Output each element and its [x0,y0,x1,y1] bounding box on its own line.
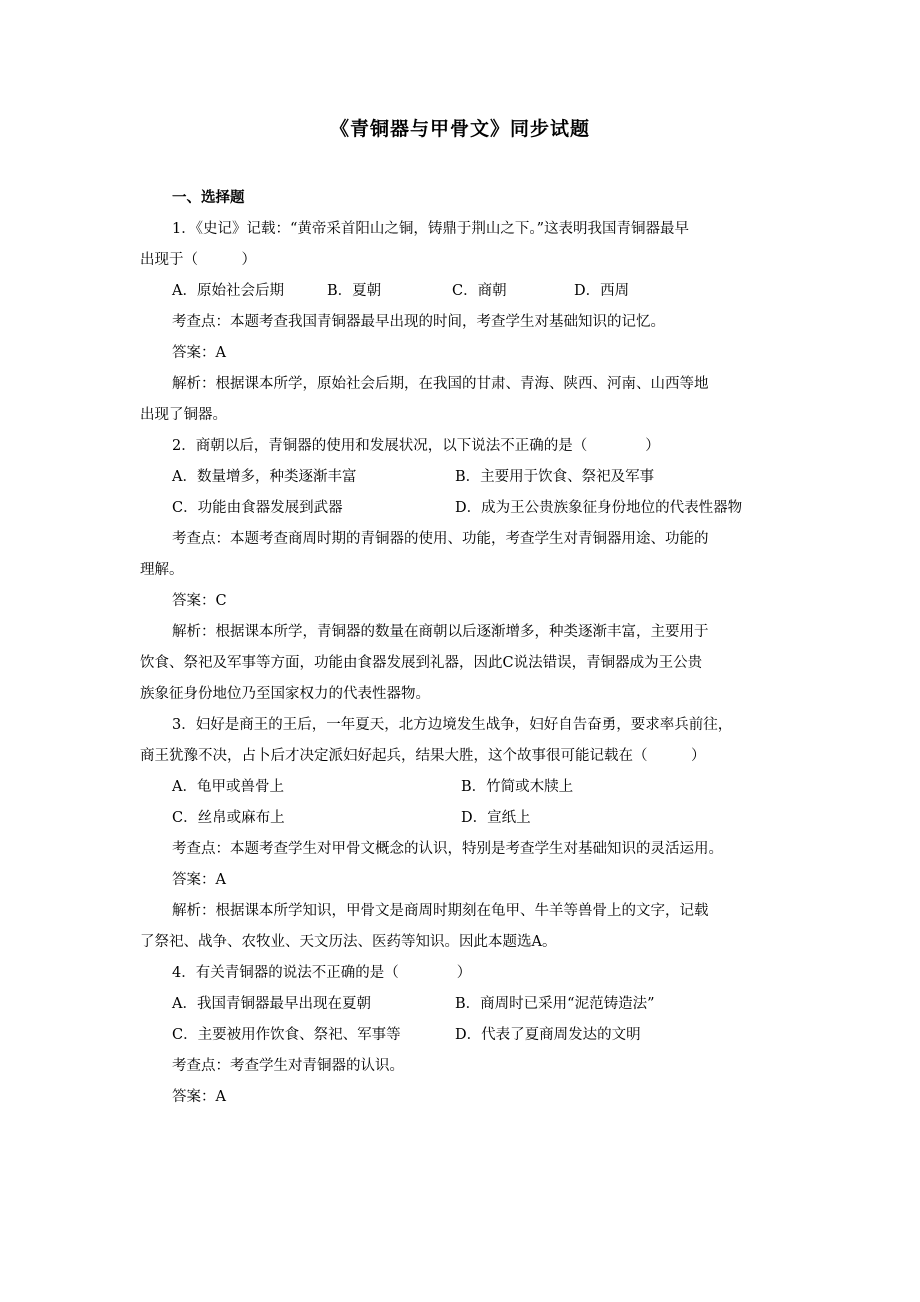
question-3-kaochadian: 考查点：本题考查学生对甲骨文概念的认识，特别是考查学生对基础知识的灵活运用。 [172,841,723,857]
question-2-analysis-line-3: 族象征身份地位乃至国家权力的代表性器物。 [140,686,430,702]
question-3-stem-line-1: 3．妇好是商王的王后，一年夏天，北方边境发生战争，妇好自告奋勇，要求率兵前往， [172,717,733,733]
question-3-analysis-line-1: 解析：根据课本所学知识，甲骨文是商周时期刻在龟甲、牛羊等兽骨上的文字，记载 [172,903,709,919]
option-d: D．成为王公贵族象征身份地位的代表性器物 [455,500,743,516]
option-c: C．丝帛或麻布上 [172,810,285,826]
question-4-options-row-1 [140,989,790,1020]
question-1-analysis-line-1: 解析：根据课本所学，原始社会后期，在我国的甘肃、青海、陕西、河南、山西等地 [172,376,709,392]
question-1-answer: 答案：A [172,345,226,361]
option-a: A．原始社会后期 [172,283,284,299]
option-a: A．数量增多，种类逐渐丰富 [172,469,357,485]
question-3-options-row-2 [140,803,790,834]
question-1 [140,214,790,431]
question-1-stem-line-1: 1．《史记》记载：“黄帝采首阳山之铜，铸鼎于荆山之下。”这表明我国青铜器最早 [172,221,690,237]
question-2-analysis-line-1: 解析：根据课本所学，青铜器的数量在商朝以后逐渐增多，种类逐渐丰富，主要用于 [172,624,709,640]
question-1-options [140,276,790,307]
option-b: B．主要用于饮食、祭祀及军事 [455,469,655,485]
document-body [140,183,790,1113]
question-1-kaochadian: 考查点：本题考查我国青铜器最早出现的时间，考查学生对基础知识的记忆。 [172,314,665,330]
question-3-analysis-line-2: 了祭祀、战争、农牧业、天文历法、医药等知识。因此本题选A。 [140,934,557,950]
question-3-answer: 答案：A [172,872,226,888]
option-d: D．代表了夏商周发达的文明 [455,1027,641,1043]
option-c: C．商朝 [452,283,507,299]
option-b: B．竹简或木牍上 [461,779,574,795]
option-a: A．龟甲或兽骨上 [172,779,284,795]
question-3 [140,710,790,958]
question-4 [140,958,790,1113]
question-3-stem-line-2: 商王犹豫不决，占卜后才决定派妇好起兵，结果大胜，这个故事很可能记载在（ ） [140,748,706,764]
question-4-kaochadian: 考查点：考查学生对青铜器的认识。 [172,1058,404,1074]
question-4-options-row-2 [140,1020,790,1051]
section-heading: 一、选择题 [172,190,245,206]
question-4-stem: 4．有关青铜器的说法不正确的是（ ） [172,965,472,981]
question-2-analysis-line-2: 饮食、祭祀及军事等方面，功能由食器发展到礼器，因此C说法错误，青铜器成为王公贵 [140,655,703,671]
document-title: 《青铜器与甲骨文》同步试题 [329,118,590,140]
question-2-options-row-1 [140,462,790,493]
question-3-options-row-1 [140,772,790,803]
question-2-answer: 答案：C [172,593,227,609]
question-2-kaochadian-line-1: 考查点：本题考查商周时期的青铜器的使用、功能，考查学生对青铜器用途、功能的 [172,531,709,547]
option-b: B．夏朝 [327,283,382,299]
option-c: C．功能由食器发展到武器 [172,500,343,516]
option-d: D．西周 [574,283,630,299]
question-1-analysis-line-2: 出现了铜器。 [140,407,227,423]
question-4-answer: 答案：A [172,1089,226,1105]
option-b: B．商周时已采用“泥范铸造法” [455,996,655,1012]
option-c: C．主要被用作饮食、祭祀、军事等 [172,1027,401,1043]
option-a: A．我国青铜器最早出现在夏朝 [172,996,371,1012]
option-d: D．宣纸上 [461,810,531,826]
question-2-kaochadian-line-2: 理解。 [140,562,184,578]
question-2-options-row-2 [140,493,790,524]
question-2 [140,431,790,710]
question-1-stem-line-2: 出现于（ ） [140,252,256,268]
question-2-stem: 2．商朝以后，青铜器的使用和发展状况，以下说法不正确的是（ ） [172,438,660,454]
